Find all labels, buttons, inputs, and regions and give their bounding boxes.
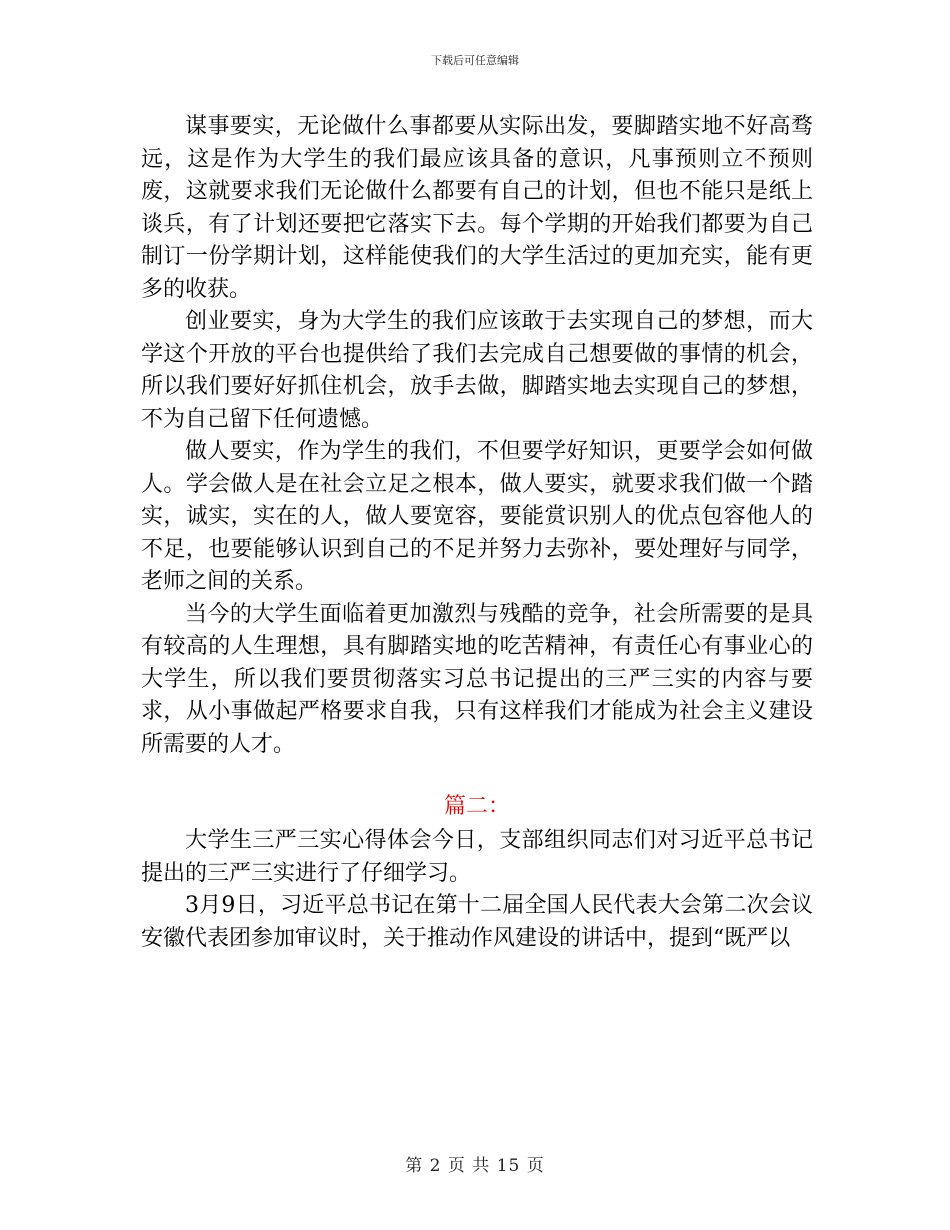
paragraph: 做人要实，作为学生的我们，不但要学好知识，更要学会如何做人。学会做人是在社会立足之根本，做人要实，就要求我们做一个踏实，诚实，实在的人，做人要宽容，要能赏识别人的优点包容他人的不足，也要能够认识到自己的不足并努力去弥补，要处理好与同学，老师之间的关系。 bbox=[141, 439, 813, 594]
page-footer bbox=[0, 1155, 950, 1177]
section-title: 篇二： bbox=[443, 794, 510, 819]
paragraph: 当今的大学生面临着更加激烈与残酷的竞争，社会所需要的是具有较高的人生理想，具有脚踏实地的吃苦精神，有责任心有事业心的大学生，所以我们要贯彻落实习总书记提出的三严三实的内容与要求，从小事做起严格要求自我，只有这样我们才能成为社会主义建设所需要的人才。 bbox=[141, 601, 813, 757]
header-text: 下载后可任意编辑 bbox=[431, 54, 519, 67]
paragraph: 3月9日，习近平总书记在第十二届全国人民代表大会第二次会议安徽代表团参加审议时，关于推动作风建设的讲话中，提到“既严以 bbox=[141, 893, 813, 951]
document-body bbox=[141, 111, 813, 955]
page-header bbox=[0, 54, 950, 68]
paragraph: 创业要实，身为大学生的我们应该敢于去实现自己的梦想，而大学这个开放的平台也提供给了我们去完成自己想要做的事情的机会，所以我们要好好抓住机会，放手去做，脚踏实地去实现自己的梦想，不为自己留下任何遗憾。 bbox=[141, 309, 813, 432]
page-number: 第 2 页 共 15 页 bbox=[405, 1156, 545, 1176]
paragraph: 谋事要实，无论做什么事都要从实际出发，要脚踏实地不好高骛远，这是作为大学生的我们最应该具备的意识，凡事预则立不预则废，这就要求我们无论做什么都要有自己的计划，但也不能只是纸上谈兵，有了计划还要把它落实下去。每个学期的开始我们都要为自己制订一份学期计划，这样能使我们的大学生活过的更加充实，能有更多的收获。 bbox=[141, 114, 813, 302]
paragraph: 大学生三严三实心得体会今日，支部组织同志们对习近平总书记提出的三严三实进行了仔细学习。 bbox=[141, 828, 813, 886]
